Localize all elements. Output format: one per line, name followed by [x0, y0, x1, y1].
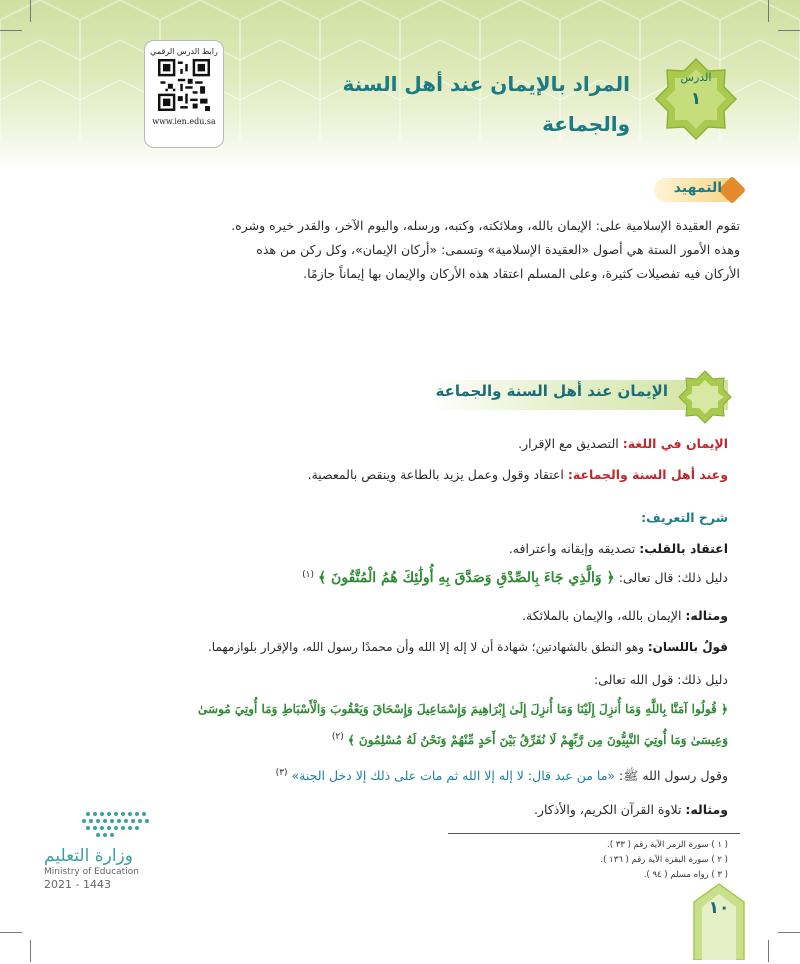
ministry-year: 2021 - 1443 — [44, 878, 111, 891]
crop-mark — [768, 0, 769, 22]
lesson-word: الدرس — [680, 71, 712, 84]
intro-line-3: الأركان فيه تفصيلات كثيرة، وعلى المسلم اعتقاد هذه الأركان والإيمان بها إيماناً جازمًا. — [303, 266, 740, 281]
hadith-line — [276, 768, 728, 787]
intro-line-2: وهذه الأمور الستة هي أصول «العقيدة الإسلامية» وتسمى: «أركان الإيمان»، وكل ركن من هذه — [256, 242, 740, 257]
explain-heading: شرح التعريف: — [641, 510, 728, 525]
proof2-prefix: دليل ذلك: قول الله تعالى: — [593, 672, 728, 687]
example1-line — [522, 608, 728, 623]
octagon-star-icon — [678, 370, 732, 424]
hadith-prefix: وقول رسول الله ﷺ: — [615, 768, 728, 784]
footnote-divider — [448, 833, 740, 834]
example1-label: ومثاله: — [685, 608, 728, 623]
intro-heading: التمهيد — [673, 180, 722, 196]
ministry-english: Ministry of Education — [44, 867, 139, 877]
def-language-label: الإيمان في اللغة: — [622, 436, 728, 451]
crop-mark — [30, 940, 31, 962]
hadith-text: «ما من عبد قال: لا إله إلا الله ثم مات على ذلك إلا دخل الجنة» — [291, 768, 616, 784]
qr-code-icon[interactable] — [158, 59, 210, 111]
page-number-tab — [690, 880, 748, 960]
proof2-verse-line-2: وَعِيسَىٰ وَمَا أُوتِيَ النَّبِيُّونَ مِن رَّبِّهِمْ لَا نُفَرِّقُ بَيْنَ أَحَدٍ مِّنْهُمْ وَنَحْنُ لَهُ مُسْلِمُونَ ﴾ — [347, 733, 728, 748]
example1-text: الإيمان بالله، والإيمان بالملائكة. — [522, 608, 686, 623]
heart-text: تصديقه وإيقانه واعترافه. — [508, 541, 640, 556]
heart-line — [509, 541, 728, 556]
tongue-label: قولٌ باللسان: — [647, 640, 728, 654]
crop-mark — [778, 932, 800, 933]
def-sunnah-text: اعتقاد وقول وعمل يزيد بالطاعة وينقص بالمعصية. — [307, 467, 568, 482]
tongue-text: وهو النطق بالشهادتين؛ شهادة أن لا إله إلا الله وأن محمدًا رسول الله، والإقرار بلوازمهما. — [207, 640, 648, 654]
intro-line-1: تقوم العقيدة الإسلامية على: الإيمان بالله، وملائكته، وكتبه، ورسله، واليوم الآخر، والقدر خيره وشره. — [231, 218, 740, 233]
footnote-3: ( ٣ ) رواه مسلم ( ٩٤ ). — [643, 870, 728, 880]
def-sunnah-label: وعند أهل السنة والجماعة: — [567, 467, 728, 482]
crop-mark — [0, 30, 22, 31]
def-language-text: التصديق مع الإقرار. — [518, 436, 623, 451]
example2-line — [534, 802, 728, 817]
crop-mark — [0, 932, 22, 933]
qr-url: www.ien.edu.sa — [152, 117, 216, 126]
section-badge — [678, 370, 732, 424]
lesson-badge — [654, 57, 738, 141]
ministry-arabic: وزارة التعليم — [44, 846, 133, 866]
page-number: ١٠ — [708, 898, 730, 918]
ministry-logo — [44, 808, 164, 891]
crop-mark — [30, 0, 31, 22]
tongue-line — [208, 640, 728, 654]
intro-paragraph — [72, 214, 740, 286]
proof2-verse-line-2-row — [332, 732, 728, 747]
proof1-prefix: دليل ذلك: قال تعالى: — [614, 570, 728, 586]
ministry-dots-icon — [44, 808, 164, 838]
proof1-verse: ﴿ وَالَّذِي جَاءَ بِالصِّدْقِ وَصَدَّقَ بِهِ أُولَٰئِكَ هُمُ الْمُتَّقُونَ ﴾ — [317, 570, 615, 587]
proof2-ref: (٢) — [331, 732, 344, 742]
section-title: الإيمان عند أهل السنة والجماعة — [435, 382, 668, 400]
example2-label: ومثاله: — [685, 802, 728, 817]
proof1-ref: (١) — [302, 570, 314, 580]
heart-label: اعتقاد بالقلب: — [639, 541, 728, 556]
page-tab-shape-icon — [690, 880, 748, 960]
hadith-ref: (٣) — [275, 768, 288, 778]
footnote-2: ( ٢ ) سورة البقرة الآية رقم ( ١٣٦ ). — [600, 855, 728, 865]
intro-heading-tag — [596, 176, 748, 204]
proof1-line — [302, 570, 728, 586]
lesson-title: المراد بالإيمان عند أهل السنة والجماعة — [342, 72, 630, 136]
qr-label: رابط الدرس الرقمي — [150, 47, 218, 56]
crop-mark — [768, 940, 769, 962]
example2-text: تلاوة القرآن الكريم، والأذكار. — [533, 802, 686, 817]
footnote-1: ( ١ ) سورة الزمر الآية رقم ( ٣٣ ). — [607, 840, 728, 850]
proof2-verse-line-1: ﴿ قُولُوا آمَنَّا بِاللَّهِ وَمَا أُنزِلَ إِلَيْنَا وَمَا أُنزِلَ إِلَىٰ إِبْرَاهِيمَ وَإِسْمَاعِيلَ وَإِسْحَاقَ وَيَعْقُوبَ وَالْأَسْبَاطِ وَمَا أُوتِيَ مُوسَىٰ — [198, 702, 728, 716]
lesson-number: ١ — [690, 89, 702, 109]
def-sunnah-line — [308, 467, 728, 482]
def-language-line — [518, 436, 728, 451]
digital-lesson-qr-card[interactable] — [144, 40, 224, 148]
crop-mark — [778, 30, 800, 31]
